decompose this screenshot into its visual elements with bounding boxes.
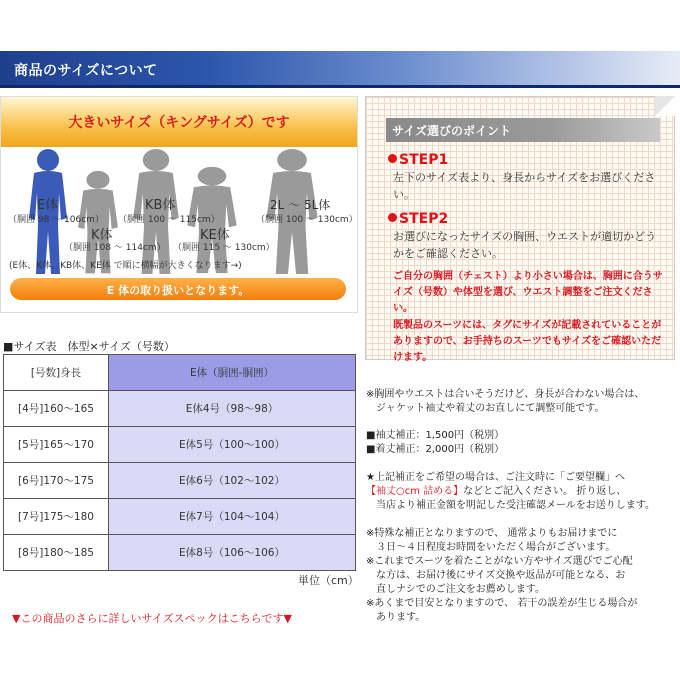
cell-height: [5号]165～170 — [4, 427, 109, 463]
table-row — [4, 391, 356, 427]
step2-text: お選びになったサイズの胸囲、ウエストが適切かどうかをご確認ください。 — [393, 230, 657, 260]
header-height: [号数]身長 — [4, 355, 109, 391]
range-k: （胴囲 108 ～ 114cm） — [64, 243, 166, 253]
range-kb: （胴囲 100 ～ 115cm） — [118, 215, 220, 225]
range-ke: （胴囲 115 ～ 130cm） — [173, 243, 275, 253]
note-special-2: ３日～４日程度お時間をいただく場合がございます。 — [366, 542, 616, 553]
cell-size: E体8号（106～106） — [109, 535, 356, 571]
cell-height: [8号]180～185 — [4, 535, 109, 571]
unit-label: 単位（cm） — [298, 574, 359, 587]
label-ke: KE体 — [200, 228, 230, 243]
table-caption: ■サイズ表 体型×サイズ（号数） — [3, 340, 175, 353]
tag-note: 既製品のスーツには、タグにサイズが記載されていることがありますので、お手持ちのスーツでもサイズをご確認いただけます。 — [393, 320, 662, 363]
promo-bar-text: E 体の取り扱いとなります。 — [106, 284, 250, 297]
point-title: サイズ選びのポイント — [392, 124, 512, 138]
note-first-2: な方は、お届け後にサイズ交換や返品が可能となる、お — [366, 570, 626, 581]
cell-height: [6号]170～175 — [4, 463, 109, 499]
promo-title: 大きいサイズ（キングサイズ）です — [68, 115, 290, 131]
cell-size: E体6号（102～102） — [109, 463, 356, 499]
bullet-icon — [388, 154, 397, 163]
cell-size: E体5号（100～100） — [109, 427, 356, 463]
cell-height: [7号]175～180 — [4, 499, 109, 535]
page-title: 商品のサイズについて — [14, 63, 158, 79]
table-row — [4, 499, 356, 535]
label-kb: KB体 — [145, 198, 176, 213]
note-first-3: 直しナシでのご注文をお薦めします。 — [366, 584, 545, 595]
note-special-1: ※特殊な補正となりますので、 通常よりもお届けまでに — [366, 528, 618, 539]
bullet-icon — [388, 213, 397, 222]
note-first-1: ※これまでスーツを着たことがない方やサイズ選びでご心配 — [366, 556, 633, 567]
chest-note: ご自分の胸囲（チェスト）より小さい場合は、胸囲に合うサイズ（号数）や体型を選び、ウエスト調整をご注文ください。 — [393, 271, 663, 314]
cell-size: E体7号（104～104） — [109, 499, 356, 535]
table-row — [4, 463, 356, 499]
cell-height: [4号]160～165 — [4, 391, 109, 427]
note-approx-1: ※あくまで目安となりますので、 若干の誤差が生じる場合が — [366, 598, 638, 609]
page-fold — [655, 96, 675, 116]
sleeve-price: ■袖丈補正：1,500円（税別） — [366, 430, 505, 441]
table-row — [4, 535, 356, 571]
step1-label: STEP1 — [388, 152, 448, 168]
note-request-2: 【袖丈○cm 詰める】などとご記入ください。 折り返し、 — [366, 486, 627, 497]
table-header-row — [4, 355, 356, 391]
promo-note: (E体、K体、KB体、KE体 で順に横幅が大きくなります→) — [9, 261, 242, 271]
header-e: E体（胴囲-胴囲） — [109, 355, 356, 391]
note-approx-2: あります。 — [366, 612, 426, 623]
length-price: ■着丈補正：2,000円（税別） — [366, 444, 505, 455]
range-e: （胴囲 98 ～ 106cm） — [8, 215, 104, 225]
note-length-2: ジャケット袖丈や着丈のお直しにて調整可能です。 — [366, 403, 605, 414]
range-2l5l: （胴囲 100 ～ 130cm） — [256, 215, 358, 225]
note-request-1: ★上記補正をご希望の場合は、ご注文時に「ご要望欄」へ — [366, 472, 625, 483]
cell-size: E体4号（98～98） — [109, 391, 356, 427]
size-spec-link[interactable]: ▼この商品のさらに詳しいサイズスペックはこちらです▼ — [12, 612, 292, 625]
table-row — [4, 427, 356, 463]
label-e: E体 — [37, 198, 59, 213]
label-2l5l: 2L ～ 5L体 — [270, 198, 331, 212]
step1-text: 左下のサイズ表より、身長からサイズをお選びください。 — [393, 171, 656, 201]
note-length-1: ※胸囲やウエストは合いそうだけど、身長が合わない場合は、 — [366, 389, 645, 400]
note-request-3: 当店より補正金額を明記した受注確認メールをお送りします。 — [366, 500, 655, 511]
size-table — [3, 354, 356, 571]
step2-label: STEP2 — [388, 211, 448, 227]
label-k: K体 — [91, 228, 113, 243]
